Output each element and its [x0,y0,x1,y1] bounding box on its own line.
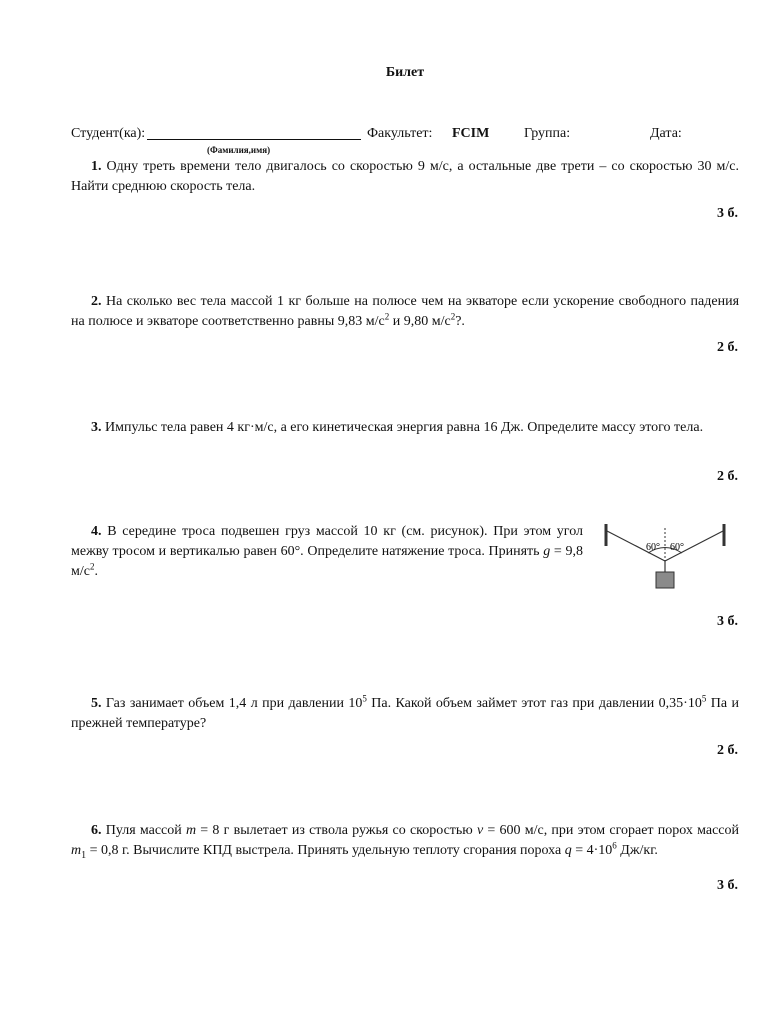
question-5-exponent-2: 5 [701,693,707,704]
faculty-label: Факультет: [367,126,433,141]
question-4-points: 3 б. [717,614,738,629]
question-6-text-b: = 8 г вылетает из ствола ружья со скоростью [196,823,477,838]
question-1-text: Одну треть времени тело двигалось со скоростью 9 м/с, а остальные две трети – со скоростью 30 м/с. Найти среднюю скорость тела. [71,159,739,194]
question-6-exponent: 6 [612,840,617,851]
question-6-text-a: Пуля массой [105,823,186,838]
question-5-exponent: 5 [362,693,367,704]
question-3 [71,418,739,438]
question-4-var-g: g [543,544,551,559]
question-3-number: 3. [91,420,102,435]
question-6-number: 6. [91,823,102,838]
question-6-var-q: q [564,843,572,858]
name-caption: (Фамилия,имя) [207,145,271,155]
load-weight [656,572,674,588]
question-6 [71,821,739,861]
faculty-value: FCIM [452,126,490,141]
question-6-text-c: = 600 м/с, при этом сгорает порох массой [483,823,739,838]
question-6-text-e: = 4·10 [571,843,613,858]
question-2 [71,292,739,332]
question-4 [71,522,583,582]
question-2-exponent-2: 2 [450,311,456,322]
right-angle-label: 60° [670,542,684,553]
question-4-text-c: . [94,564,98,579]
question-6-text-d: = 0,8 г. Вычислите КПД выстрела. Принять удельную теплоту сгорания пороха [86,843,565,858]
question-4-exponent: 2 [89,561,95,572]
question-4-text-b: = 9,8 м/с [71,544,583,579]
group-label: Группа: [524,126,571,141]
question-2-text-c: ?. [455,314,465,329]
question-4-text-a: В середине троса подвешен груз массой 10 кг (см. рисунок). При этом угол межву тросом и вертикалью равен 60°. Определите натяжение троса. Принять [71,524,583,559]
question-6-points: 3 б. [717,878,738,893]
question-2-text-b: и 9,80 м/с [389,314,451,329]
left-angle-label: 60° [646,542,660,553]
question-6-var-m1: m [71,843,82,858]
question-5-text-a: Газ занимает объем 1,4 л при давлении 10 [105,696,363,711]
question-2-points: 2 б. [717,340,738,355]
student-name-line [147,139,361,140]
question-5-points: 2 б. [717,743,738,758]
student-label: Студент(ка): [71,126,146,141]
student-info-header [71,126,761,146]
question-2-exponent: 2 [384,311,390,322]
question-6-var-v: v [476,823,484,838]
question-6-var-m: m [185,823,197,838]
question-5-text-c: Па и прежней температуре? [71,696,739,731]
question-2-number: 2. [91,294,102,309]
date-label: Дата: [650,126,682,141]
question-1-points: 3 б. [717,206,738,221]
question-3-points: 2 б. [717,469,738,484]
question-5-text-b: Па. Какой объем займет этот газ при давлении 0,35·10 [366,696,702,711]
question-5 [71,694,739,734]
page-title: Билет [385,65,425,80]
question-6-text-f: Дж/кг. [616,843,658,858]
question-5-number: 5. [91,696,102,711]
question-1-number: 1. [91,159,102,174]
question-6-subscript: 1 [81,849,87,861]
question-1 [71,157,739,197]
question-4-number: 4. [91,524,102,539]
question-2-text-a: На сколько вес тела массой 1 кг больше на полюсе чем на экваторе если ускорение свободного падения на полюсе и экваторе соответственно равны 9,83 м/с [71,294,740,329]
rope-load-figure [600,520,730,592]
question-3-text: Импульс тела равен 4 кг·м/с, а его кинетическая энергия равна 16 Дж. Определите массу этого тела. [105,420,704,435]
